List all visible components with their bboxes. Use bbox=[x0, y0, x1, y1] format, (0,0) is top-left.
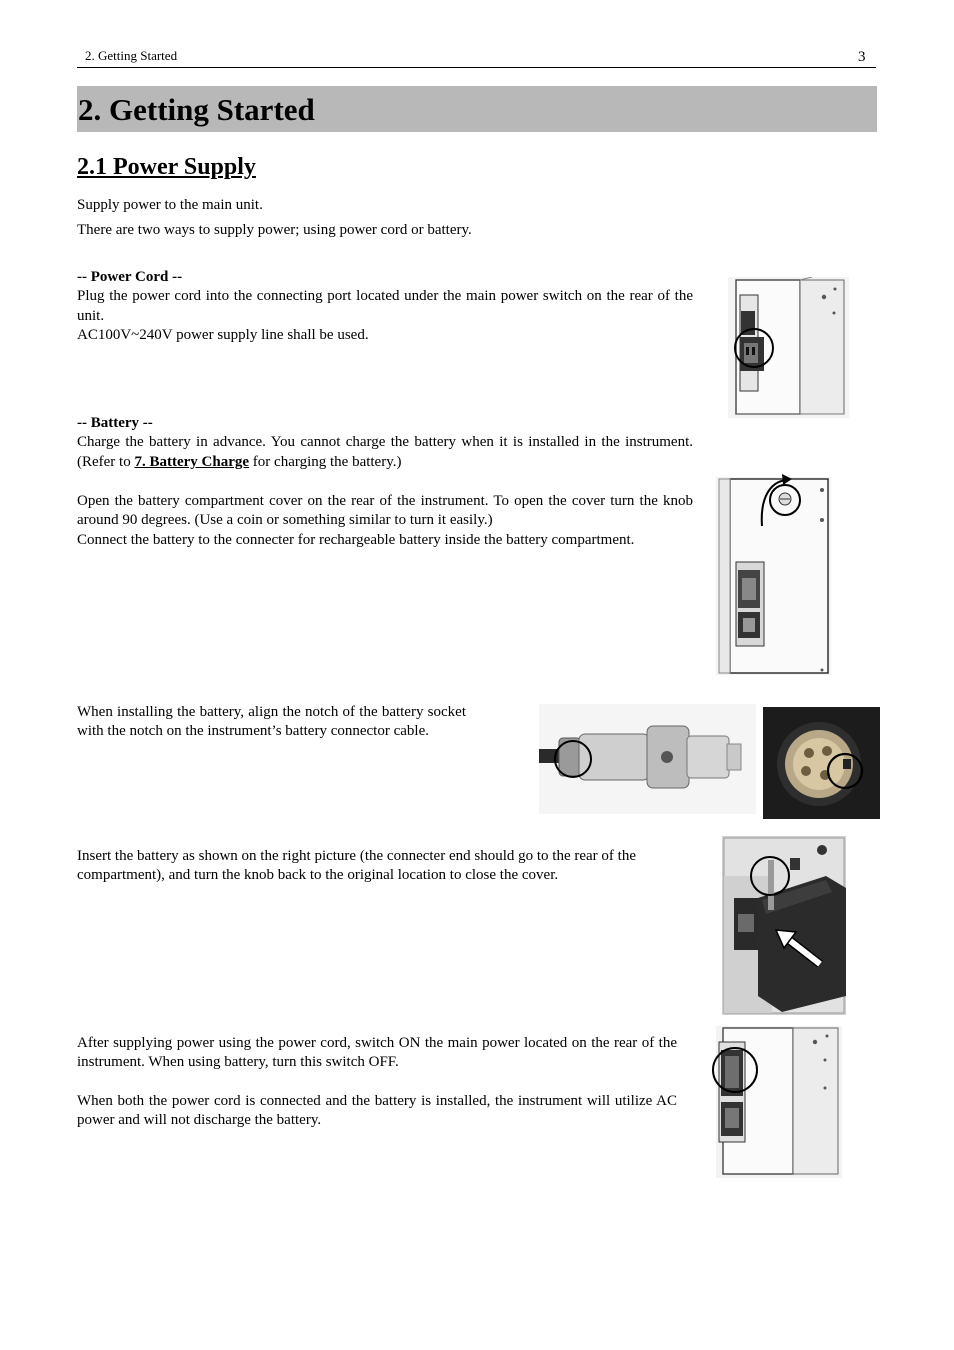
power-cord-text: Plug the power cord into the connecting port located under the main power switch on the rear of the unit. bbox=[77, 288, 693, 324]
header-rule bbox=[77, 67, 876, 68]
battery-charge-text: Charge the battery in advance. You cannot charge the battery when it is installed in the instrument. (Refer to bbox=[77, 434, 693, 470]
intro-line-1: Supply power to the main unit. bbox=[77, 197, 263, 213]
compartment-cover-figure bbox=[716, 470, 831, 675]
battery-open-block bbox=[77, 492, 693, 550]
battery-open-cover-text: Open the battery compartment cover on the rear of the instrument. To open the cover turn the knob around 90 degrees. (Use a coin or something similar to turn it easily.) bbox=[77, 493, 693, 529]
both-power-text: When both the power cord is connected and the battery is installed, the instrument will utilize AC power and will not discharge the battery. bbox=[77, 1093, 677, 1129]
battery-socket-figure bbox=[763, 707, 880, 819]
power-cord-voltage: AC100V~240V power supply line shall be used. bbox=[77, 326, 369, 343]
running-header: 2. Getting Started bbox=[85, 48, 178, 63]
switch-text: After supplying power using the power cord, switch ON the main power located on the rear of the instrument. When using battery, turn this switch OFF. bbox=[77, 1035, 677, 1071]
battery-insert-figure bbox=[722, 836, 846, 1015]
power-inlet-figure bbox=[728, 277, 849, 418]
section-title: 2.1 Power Supply bbox=[77, 154, 256, 180]
battery-charge-text-end: for charging the battery.) bbox=[249, 453, 402, 470]
battery-insert-text: Insert the battery as shown on the right picture (the connecter end should go to the rear of the compartment), and turn the knob back to the original location to close the cover. bbox=[77, 848, 636, 884]
battery-charge-paragraph bbox=[77, 433, 693, 472]
chapter-title: 2. Getting Started bbox=[78, 92, 315, 127]
main-switch-figure bbox=[711, 1026, 842, 1178]
battery-align-text: When installing the battery, align the notch of the battery socket with the notch on the instrument’s battery connector cable. bbox=[77, 704, 466, 740]
power-cord-block bbox=[77, 268, 693, 345]
battery-connect-text: Connect the battery to the connecter for rechargeable battery inside the battery compartment. bbox=[77, 531, 635, 548]
power-cord-heading: -- Power Cord -- bbox=[77, 269, 183, 285]
battery-charge-link[interactable]: 7. Battery Charge bbox=[134, 453, 250, 470]
page-number: 3 bbox=[858, 49, 866, 65]
battery-heading: -- Battery -- bbox=[77, 415, 153, 431]
intro-line-2: There are two ways to supply power; using power cord or battery. bbox=[77, 222, 472, 238]
connector-cable-figure bbox=[539, 704, 756, 814]
battery-block bbox=[77, 414, 693, 472]
